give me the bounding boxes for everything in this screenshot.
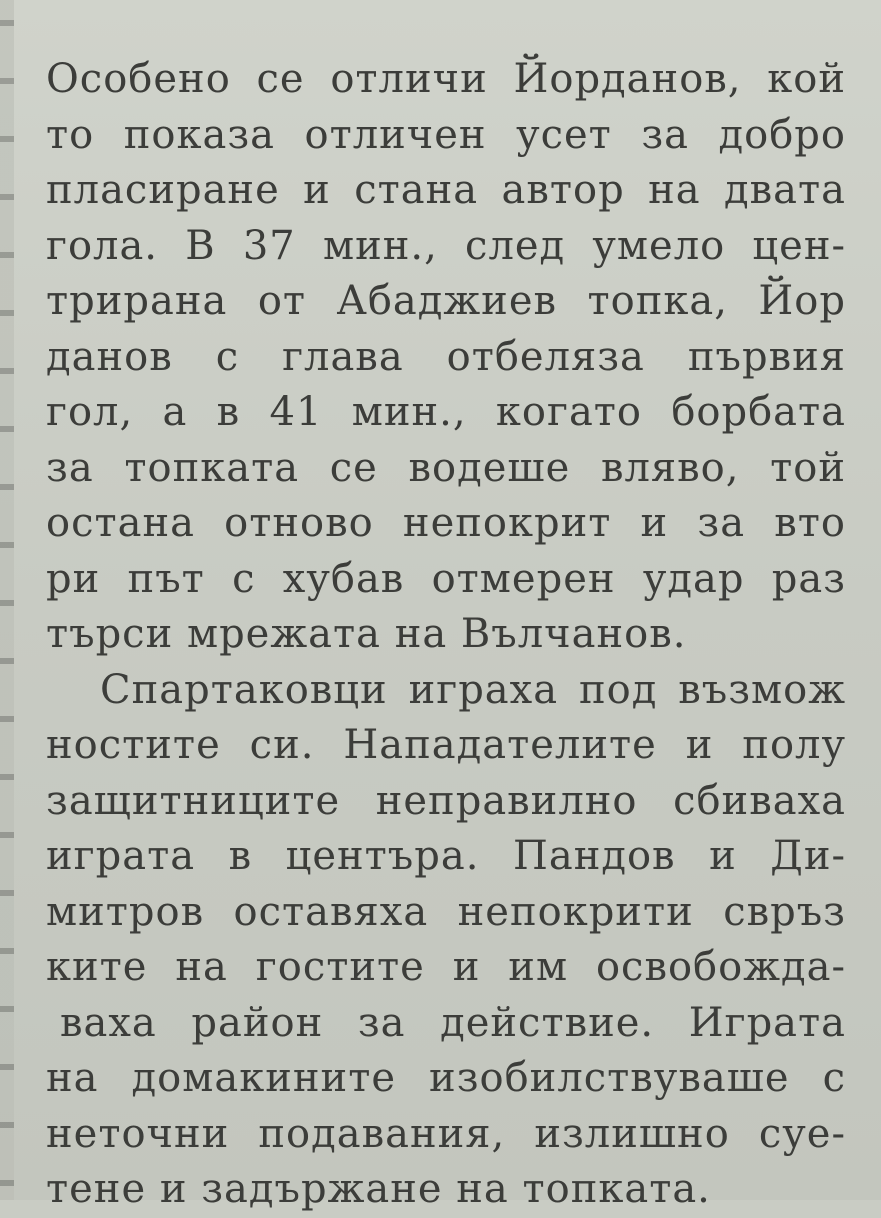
text-line: данов с глава отбеляза първия	[46, 333, 846, 380]
text-line: остана отново непокрит и за вто	[46, 500, 846, 546]
text-line: търси мрежата на Вълчанов.	[46, 611, 687, 657]
text-line: ките на гостите и им освобожда-	[46, 944, 846, 990]
text-line: тене и задържане на топката.	[46, 1166, 711, 1212]
text-line: защитниците неправилно сбиваха	[46, 777, 846, 824]
text-line: на домакините изобилствуваше с	[46, 1055, 846, 1101]
article-text	[46, 52, 846, 1218]
text-line: пласиране и стана автор на двата	[46, 167, 846, 213]
text-line: за топката се водеше вляво, той	[46, 444, 846, 491]
text-line: неточни подавания, излишно суе-	[46, 1110, 846, 1157]
text-line: митров оставяха непокрити свръз	[46, 888, 846, 935]
text-line: ваха район за действие. Играта	[60, 999, 846, 1046]
text-line: гола. В 37 мин., след умело цен-	[46, 222, 846, 269]
text-line: играта в центъра. Пандов и Ди-	[46, 833, 846, 879]
text-line: трирана от Абаджиев топка, Йор	[46, 278, 846, 324]
text-line: Особено се отличи Йорданов, кой	[46, 56, 846, 102]
text-line: гол, а в 41 мин., когато борбата	[46, 389, 846, 435]
text-line: ри път с хубав отмерен удар раз	[46, 555, 846, 602]
text-line: ностите си. Нападателите и полу	[46, 722, 846, 768]
text-line: Спартаковци играха под възмож	[100, 666, 846, 713]
page-edge-shadow	[0, 0, 14, 1200]
text-line: то показа отличен усет за добро	[46, 111, 846, 158]
